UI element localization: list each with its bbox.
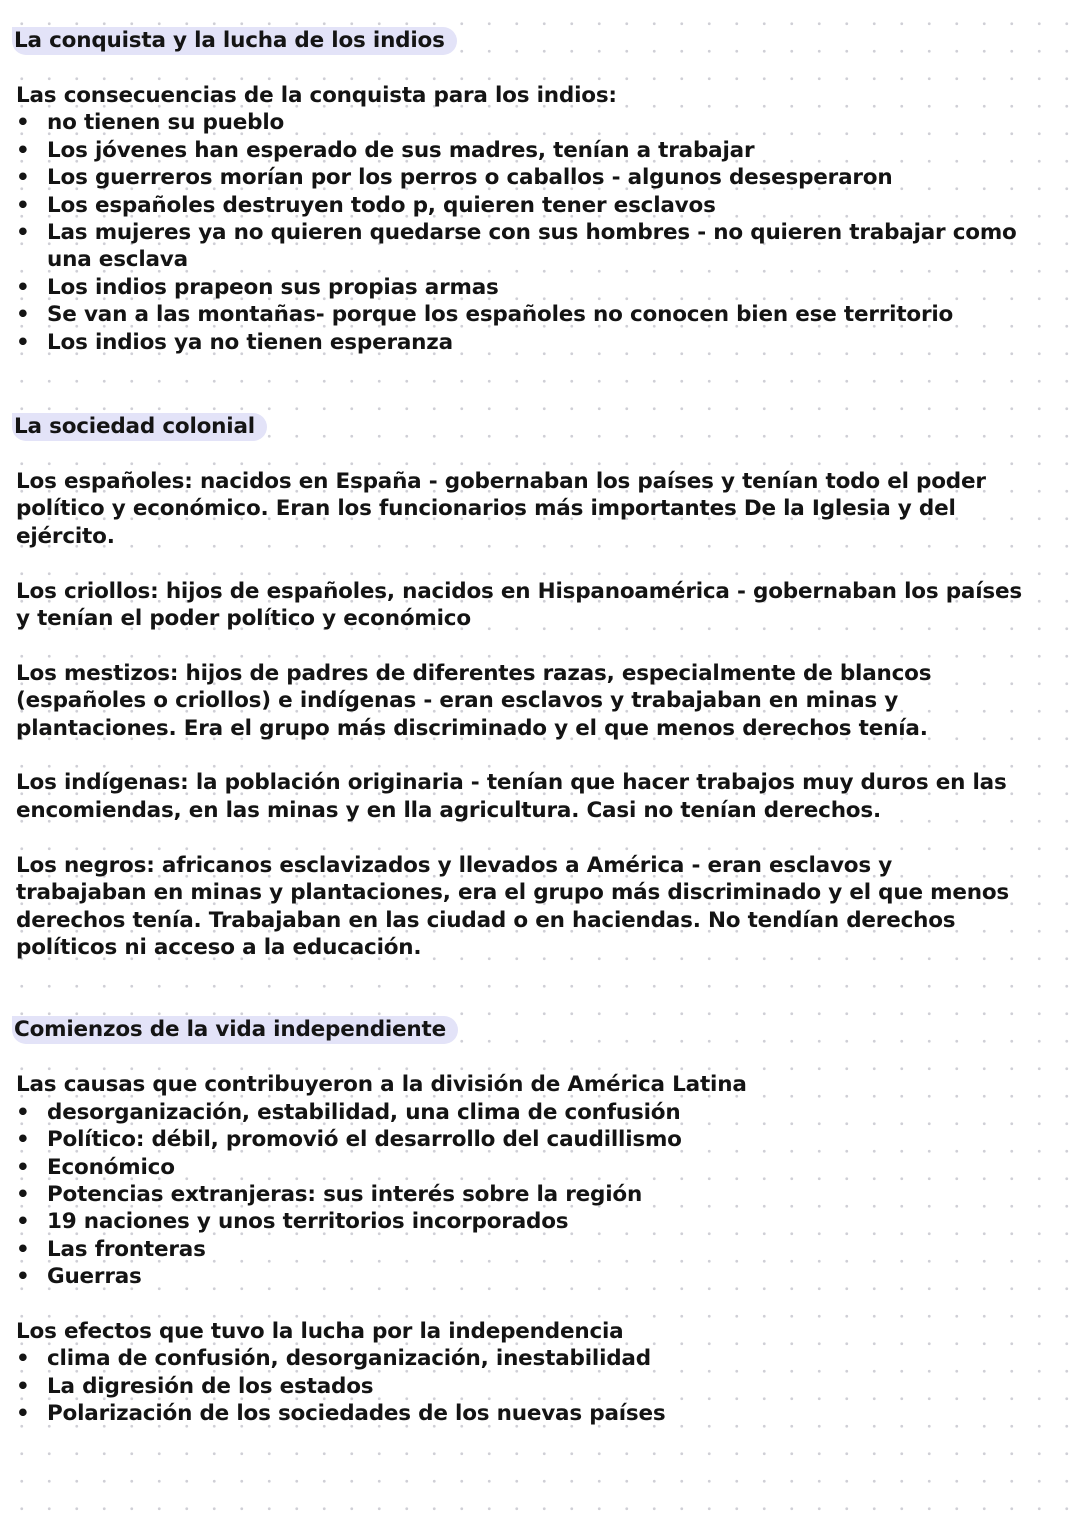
causes-list	[16, 1099, 1026, 1291]
list-item: • 19 naciones y unos territorios incorporados	[16, 1208, 1026, 1235]
section-heading-independiente: Comienzos de la vida independiente	[12, 1016, 458, 1044]
list-item: • Político: débil, promovió el desarrollo del caudillismo	[16, 1126, 1026, 1153]
paragraph-espanoles: Los españoles: nacidos en España - gobernaban los países y tenían todo el poder político y económico. Eran los funcionarios más importantes De la Iglesia y del ejército.	[16, 469, 986, 549]
effects-list	[16, 1345, 1026, 1427]
consequences-list	[16, 109, 1026, 356]
section-vida-independiente	[16, 1016, 1026, 1427]
list-item: • Los indios ya no tienen esperanza	[16, 329, 1026, 356]
list-item: • Los españoles destruyen todo p, quieren tener esclavos	[16, 192, 1026, 219]
list-item: • Polarización de los sociedades de los nuevas países	[16, 1400, 1026, 1427]
list-item: • Las fronteras	[16, 1236, 1026, 1263]
notes-content	[16, 27, 1026, 1428]
list-item: • La digresión de los estados	[16, 1373, 1026, 1400]
list-item: • Los jóvenes han esperado de sus madres, tenían a trabajar	[16, 137, 1026, 164]
list-item: • Guerras	[16, 1263, 1026, 1290]
list-item: • Los guerreros morían por los perros o caballos - algunos desesperaron	[16, 164, 1026, 191]
list-item: • Económico	[16, 1154, 1026, 1181]
paragraph-negros: Los negros: africanos esclavizados y llevados a América - eran esclavos y trabajaban en minas y plantaciones, era el grupo más discriminado y el que menos derechos tenía. Trabajaban en las ciudad o en haciendas. No tendían derechos políticos ni acceso a la educación.	[16, 852, 1009, 960]
list-item: • clima de confusión, desorganización, inestabilidad	[16, 1345, 1026, 1372]
section-heading-conquista: La conquista y la lucha de los indios	[12, 27, 457, 55]
paragraph-criollos: Los criollos: hijos de españoles, nacidos en Hispanoamérica - gobernaban los países y tenían el poder político y económico	[16, 578, 1022, 632]
section-heading-sociedad: La sociedad colonial	[12, 413, 267, 441]
effects-intro: Los efectos que tuvo la lucha por la independencia	[16, 1318, 624, 1344]
section-conquista	[16, 27, 1026, 356]
section-sociedad-colonial	[16, 413, 1026, 961]
consequences-intro: Las consecuencias de la conquista para los indios:	[16, 83, 617, 108]
paragraph-mestizos: Los mestizos: hijos de padres de diferentes razas, especialmente de blancos (españoles o criollos) e indígenas - eran esclavos y trabajaban en minas y plantaciones. Era el grupo más discriminado y el que menos derechos tenía.	[16, 660, 932, 741]
list-item: • Las mujeres ya no quieren quedarse con sus hombres - no quieren trabajar como una esclava	[16, 219, 1026, 274]
list-item: • Se van a las montañas- porque los españoles no conocen bien ese territorio	[16, 301, 1026, 328]
list-item: • no tienen su pueblo	[16, 109, 1026, 136]
paragraph-indigenas: Los indígenas: la población originaria - tenían que hacer trabajos muy duros en las encomiendas, en las minas y en lla agricultura. Casi no tenían derechos.	[16, 770, 1007, 823]
list-item: • Los indios prapeon sus propias armas	[16, 274, 1026, 301]
list-item: • desorganización, estabilidad, una clima de confusión	[16, 1099, 1026, 1126]
causes-intro: Las causas que contribuyeron a la división de América Latina	[16, 1072, 747, 1098]
list-item: • Potencias extranjeras: sus interés sobre la región	[16, 1181, 1026, 1208]
